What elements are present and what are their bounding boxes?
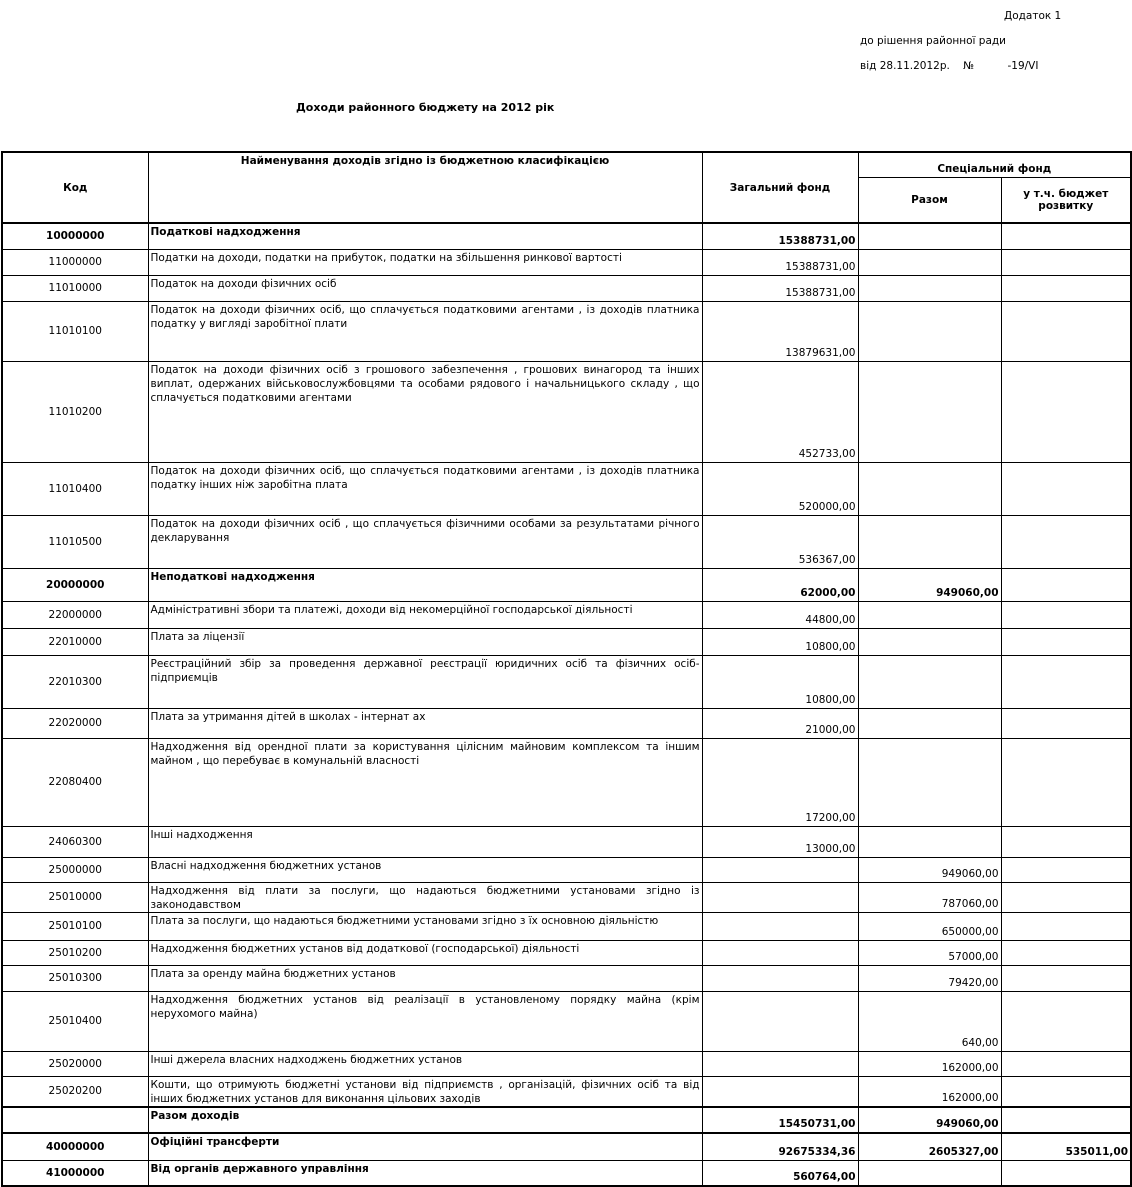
row-name: Неподаткові надходження <box>148 568 702 601</box>
row-name: Плата за послуги, що надаються бюджетними установами згідно з їх основною діяльністю <box>148 912 702 940</box>
row-name: Податкові надходження <box>148 223 702 249</box>
row-special-total: 949060,00 <box>858 857 1001 882</box>
row-special-total <box>858 462 1001 515</box>
table-row <box>2 882 1131 912</box>
table-row <box>2 1076 1131 1107</box>
row-special-development <box>1001 1051 1131 1076</box>
row-general-fund: 15450731,00 <box>702 1107 858 1133</box>
row-special-total: 162000,00 <box>858 1076 1001 1107</box>
row-special-total <box>858 628 1001 655</box>
row-general-fund <box>702 912 858 940</box>
table-row <box>2 826 1131 857</box>
col-header-general: Загальний фонд <box>702 152 858 223</box>
row-special-total: 949060,00 <box>858 568 1001 601</box>
col-header-total: Разом <box>858 177 1001 223</box>
row-general-fund: 92675334,36 <box>702 1133 858 1161</box>
row-code: 22000000 <box>2 601 148 628</box>
row-name: Надходження бюджетних установ від реалізації в установленому порядку майна (крім нерухомого майна) <box>148 991 702 1051</box>
row-special-development <box>1001 708 1131 738</box>
row-general-fund: 13879631,00 <box>702 301 858 361</box>
row-special-development <box>1001 912 1131 940</box>
row-special-total: 57000,00 <box>858 940 1001 965</box>
table-row <box>2 1133 1131 1161</box>
row-code: 25020200 <box>2 1076 148 1107</box>
row-code: 25010100 <box>2 912 148 940</box>
row-name: Надходження від плати за послуги, що надаються бюджетними установами згідно із законодавством <box>148 882 702 912</box>
row-name: Податок на доходи фізичних осіб, що сплачується податковими агентами , із доходів платника податку інших ніж заробітна плата <box>148 462 702 515</box>
row-name: Плата за ліцензії <box>148 628 702 655</box>
table-row <box>2 965 1131 991</box>
row-special-total <box>858 275 1001 301</box>
row-general-fund <box>702 882 858 912</box>
row-special-development <box>1001 826 1131 857</box>
row-special-development <box>1001 882 1131 912</box>
row-general-fund <box>702 1076 858 1107</box>
row-general-fund: 62000,00 <box>702 568 858 601</box>
decision-label: до рішення районної ради <box>860 35 1006 47</box>
row-special-development <box>1001 601 1131 628</box>
row-special-development <box>1001 940 1131 965</box>
row-special-development <box>1001 1107 1131 1133</box>
row-code: 25010000 <box>2 882 148 912</box>
row-name: Податки на доходи, податки на прибуток, податки на збільшення ринкової вартості <box>148 249 702 275</box>
row-code: 22010300 <box>2 655 148 708</box>
table-row <box>2 1107 1131 1133</box>
table-row <box>2 249 1131 275</box>
row-general-fund <box>702 857 858 882</box>
row-code: 40000000 <box>2 1133 148 1161</box>
row-special-development <box>1001 568 1131 601</box>
row-code: 10000000 <box>2 223 148 249</box>
row-general-fund: 520000,00 <box>702 462 858 515</box>
col-header-name: Найменування доходів згідно із бюджетною класифікацією <box>148 152 702 223</box>
row-special-total <box>858 708 1001 738</box>
row-special-total <box>858 655 1001 708</box>
table-row <box>2 275 1131 301</box>
row-special-development <box>1001 249 1131 275</box>
row-name: Надходження від орендної плати за користування цілісним майновим комплексом та іншим майном , що перебуває в комунальній власності <box>148 738 702 826</box>
row-name: Офіційні трансферти <box>148 1133 702 1161</box>
row-code: 11010100 <box>2 301 148 361</box>
row-name: Реєстраційний збір за проведення державної реєстрації юридичних осіб та фізичних осіб-підприємців <box>148 655 702 708</box>
row-special-total <box>858 515 1001 568</box>
row-code: 11010500 <box>2 515 148 568</box>
row-special-development <box>1001 301 1131 361</box>
row-special-total <box>858 601 1001 628</box>
document-title: Доходи районного бюджету на 2012 рік <box>296 101 555 114</box>
row-special-total: 949060,00 <box>858 1107 1001 1133</box>
table-row <box>2 912 1131 940</box>
table-row <box>2 1051 1131 1076</box>
col-header-development: у т.ч. бюджет розвитку <box>1001 177 1131 223</box>
row-code: 22010000 <box>2 628 148 655</box>
row-special-development <box>1001 738 1131 826</box>
row-special-total: 79420,00 <box>858 965 1001 991</box>
row-name: Податок на доходи фізичних осіб з грошового забезпечення , грошових винагород та інших виплат, одержаних військовослужбовцями та особами рядового і начальницького складу , що сплачується податковими агентами <box>148 361 702 462</box>
row-code: 22020000 <box>2 708 148 738</box>
col-header-code: Код <box>2 152 148 223</box>
row-general-fund <box>702 1051 858 1076</box>
row-special-total <box>858 826 1001 857</box>
row-name: Плата за оренду майна бюджетних установ <box>148 965 702 991</box>
row-code <box>2 1107 148 1133</box>
row-special-development <box>1001 361 1131 462</box>
row-code: 25010200 <box>2 940 148 965</box>
table-row <box>2 361 1131 462</box>
row-name: Разом доходів <box>148 1107 702 1133</box>
row-special-development <box>1001 1076 1131 1107</box>
row-general-fund: 452733,00 <box>702 361 858 462</box>
row-special-total <box>858 301 1001 361</box>
row-general-fund: 536367,00 <box>702 515 858 568</box>
row-code: 25010400 <box>2 991 148 1051</box>
row-special-development <box>1001 515 1131 568</box>
row-name: Від органів державного управління <box>148 1161 702 1186</box>
row-special-total <box>858 361 1001 462</box>
row-code: 41000000 <box>2 1161 148 1186</box>
row-code: 24060300 <box>2 826 148 857</box>
row-code: 11010200 <box>2 361 148 462</box>
row-special-development <box>1001 1161 1131 1186</box>
row-general-fund: 15388731,00 <box>702 249 858 275</box>
table-row <box>2 515 1131 568</box>
table-row <box>2 628 1131 655</box>
row-name: Власні надходження бюджетних установ <box>148 857 702 882</box>
row-special-development <box>1001 223 1131 249</box>
row-code: 11010400 <box>2 462 148 515</box>
row-general-fund: 44800,00 <box>702 601 858 628</box>
table-row <box>2 655 1131 708</box>
row-name: Податок на доходи фізичних осіб , що сплачується фізичними особами за результатами річного декларування <box>148 515 702 568</box>
row-name: Податок на доходи фізичних осіб, що сплачується податковими агентами , із доходів платника податку у вигляді заробітної плати <box>148 301 702 361</box>
row-special-development <box>1001 965 1131 991</box>
row-general-fund: 10800,00 <box>702 655 858 708</box>
row-general-fund: 15388731,00 <box>702 275 858 301</box>
row-general-fund: 10800,00 <box>702 628 858 655</box>
table-header-row <box>2 152 1131 177</box>
row-special-development <box>1001 857 1131 882</box>
table-row <box>2 223 1131 249</box>
row-code: 25010300 <box>2 965 148 991</box>
row-code: 11010000 <box>2 275 148 301</box>
row-general-fund: 560764,00 <box>702 1161 858 1186</box>
row-special-development <box>1001 628 1131 655</box>
row-name: Інші надходження <box>148 826 702 857</box>
table-row <box>2 1161 1131 1186</box>
row-special-total: 162000,00 <box>858 1051 1001 1076</box>
row-special-development <box>1001 275 1131 301</box>
row-general-fund: 15388731,00 <box>702 223 858 249</box>
row-name: Адміністративні збори та платежі, доходи від некомерційної господарської діяльності <box>148 601 702 628</box>
row-special-total <box>858 1161 1001 1186</box>
row-special-total: 640,00 <box>858 991 1001 1051</box>
appendix-label: Додаток 1 <box>1004 10 1062 22</box>
table-row <box>2 568 1131 601</box>
revenue-table <box>1 151 1132 1187</box>
table-row <box>2 708 1131 738</box>
row-special-total: 650000,00 <box>858 912 1001 940</box>
row-name: Інші джерела власних надходжень бюджетних установ <box>148 1051 702 1076</box>
row-general-fund: 13000,00 <box>702 826 858 857</box>
row-special-development <box>1001 655 1131 708</box>
table-row <box>2 991 1131 1051</box>
row-code: 25000000 <box>2 857 148 882</box>
row-special-total <box>858 249 1001 275</box>
row-general-fund <box>702 940 858 965</box>
table-row <box>2 940 1131 965</box>
row-special-total <box>858 738 1001 826</box>
row-special-total <box>858 223 1001 249</box>
row-special-total: 787060,00 <box>858 882 1001 912</box>
row-special-development: 535011,00 <box>1001 1133 1131 1161</box>
row-general-fund: 17200,00 <box>702 738 858 826</box>
row-special-development <box>1001 991 1131 1051</box>
row-name: Плата за утримання дітей в школах - інтернат ах <box>148 708 702 738</box>
table-row <box>2 738 1131 826</box>
row-name: Надходження бюджетних установ від додаткової (господарської) діяльності <box>148 940 702 965</box>
decision-date-label: від 28.11.2012р. № -19/VI <box>860 60 1039 72</box>
table-row <box>2 462 1131 515</box>
table-row <box>2 857 1131 882</box>
row-name: Податок на доходи фізичних осіб <box>148 275 702 301</box>
col-header-special: Спеціальний фонд <box>858 152 1131 177</box>
row-general-fund: 21000,00 <box>702 708 858 738</box>
row-name: Кошти, що отримують бюджетні установи від підприємств , організацій, фізичних осіб та від інших бюджетних установ для виконання цільових заходів <box>148 1076 702 1107</box>
row-special-total: 2605327,00 <box>858 1133 1001 1161</box>
table-row <box>2 601 1131 628</box>
row-code: 25020000 <box>2 1051 148 1076</box>
row-code: 11000000 <box>2 249 148 275</box>
row-code: 22080400 <box>2 738 148 826</box>
row-special-development <box>1001 462 1131 515</box>
table-row <box>2 301 1131 361</box>
row-general-fund <box>702 965 858 991</box>
row-general-fund <box>702 991 858 1051</box>
row-code: 20000000 <box>2 568 148 601</box>
